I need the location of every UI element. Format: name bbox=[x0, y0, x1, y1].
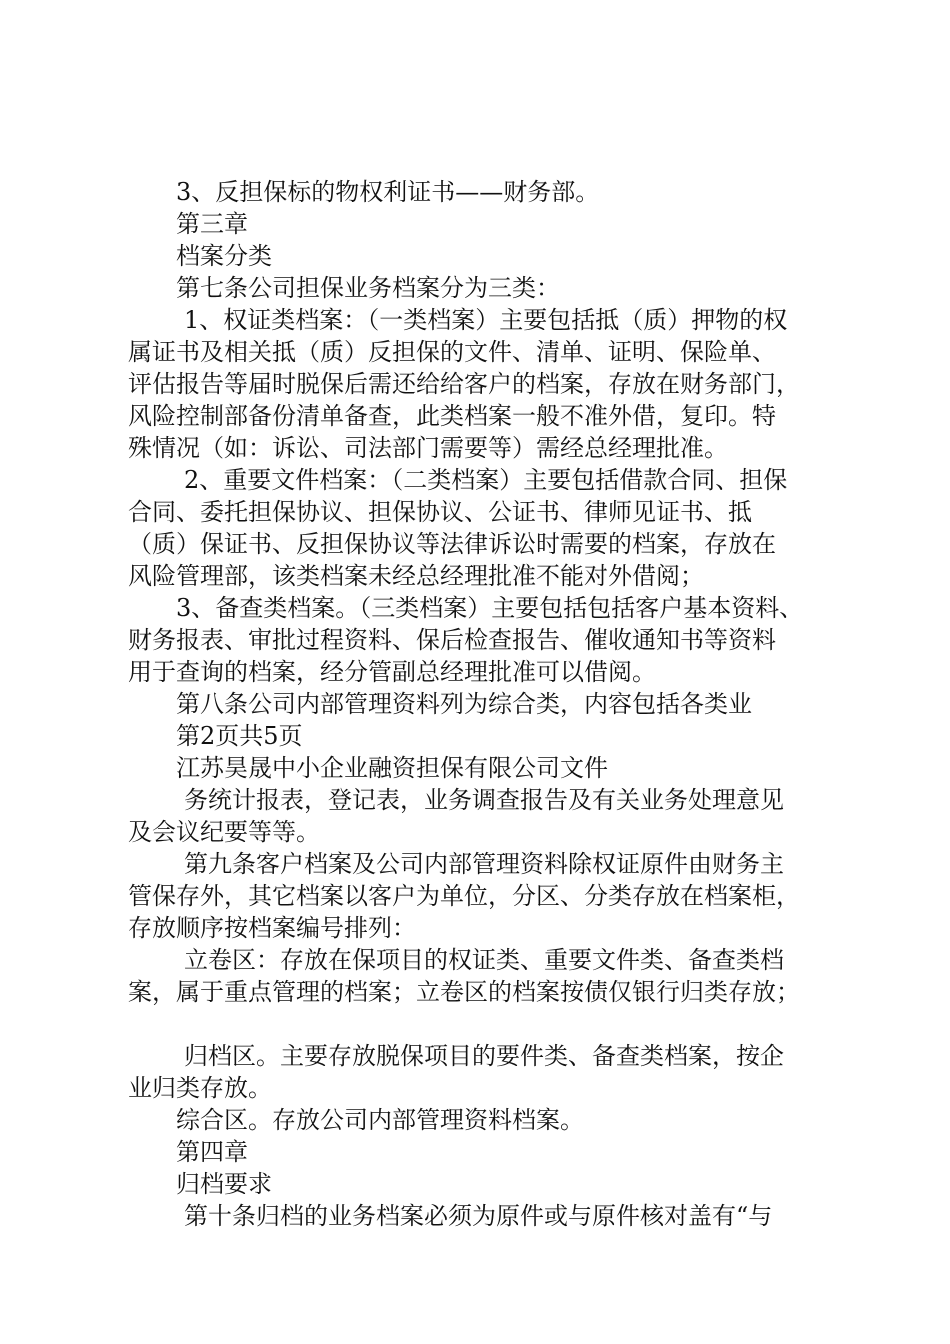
text-line: 务统计报表，登记表，业务调查报告及有关业务处理意见 bbox=[184, 786, 784, 814]
text-line: 用于查询的档案，经分管副总经理批准可以借阅。 bbox=[128, 658, 656, 686]
article-paragraph bbox=[128, 688, 838, 720]
list-paragraph bbox=[128, 304, 838, 464]
text-line: 档案分类 bbox=[176, 242, 272, 270]
article-paragraph bbox=[128, 1200, 838, 1232]
text-line: 属证书及相关抵（质）反担保的文件、清单、证明、保险单、 bbox=[128, 338, 776, 366]
blank-line bbox=[128, 1008, 838, 1040]
article-paragraph bbox=[128, 848, 838, 944]
document-body bbox=[128, 176, 838, 1232]
text-line: 第九条客户档案及公司内部管理资料除权证原件由财务主 bbox=[184, 850, 784, 878]
list-paragraph bbox=[128, 592, 838, 688]
chapter-title bbox=[128, 240, 838, 272]
article-paragraph bbox=[128, 272, 838, 304]
text-line: 立卷区：存放在保项目的权证类、重要文件类、备查类档 bbox=[184, 946, 784, 974]
page-header bbox=[128, 752, 838, 784]
text-line: 第四章 bbox=[176, 1138, 248, 1166]
text-line: 第七条公司担保业务档案分为三类： bbox=[176, 274, 560, 302]
list-paragraph bbox=[128, 464, 838, 592]
paragraph bbox=[128, 1104, 838, 1136]
text-line: 第十条归档的业务档案必须为原件或与原件核对盖有“与 bbox=[184, 1202, 773, 1230]
text-line: 3、备查类档案。（三类档案）主要包括包括客户基本资料、 bbox=[176, 594, 804, 622]
text-line: 3、反担保标的物权利证书——财务部。 bbox=[176, 178, 600, 206]
text-line: 存放顺序按档案编号排列： bbox=[128, 914, 416, 942]
text-line: 殊情况（如：诉讼、司法部门需要等）需经总经理批准。 bbox=[128, 434, 728, 462]
chapter-title bbox=[128, 1168, 838, 1200]
text-line: 2、重要文件档案：（二类档案）主要包括借款合同、担保 bbox=[184, 466, 788, 494]
text-line: 业归类存放。 bbox=[128, 1074, 272, 1102]
paragraph bbox=[128, 944, 838, 1008]
company-header: 江苏昊晟中小企业融资担保有限公司文件 bbox=[176, 754, 608, 782]
text-line: 合同、委托担保协议、担保协议、公证书、律师见证书、抵 bbox=[128, 498, 752, 526]
text-line: （质）保证书、反担保协议等法律诉讼时需要的档案，存放在 bbox=[128, 530, 776, 558]
paragraph bbox=[128, 784, 838, 848]
page-number: 第2页共5页 bbox=[176, 722, 303, 750]
text-line: 第八条公司内部管理资料列为综合类，内容包括各类业 bbox=[176, 690, 752, 718]
text-line: 归档区。主要存放脱保项目的要件类、备查类档案，按企 bbox=[184, 1042, 784, 1070]
chapter-heading bbox=[128, 1136, 838, 1168]
text-line: 风险控制部备份清单备查，此类档案一般不准外借，复印。特 bbox=[128, 402, 776, 430]
paragraph bbox=[128, 1040, 838, 1104]
text-line: 1、权证类档案：（一类档案）主要包括抵（质）押物的权 bbox=[184, 306, 788, 334]
text-line: 归档要求 bbox=[176, 1170, 272, 1198]
page-footer bbox=[128, 720, 838, 752]
text-line: 管保存外，其它档案以客户为单位，分区、分类存放在档案柜， bbox=[128, 882, 800, 910]
text-line: 风险管理部，该类档案未经总经理批准不能对外借阅； bbox=[128, 562, 704, 590]
text-line: 综合区。存放公司内部管理资料档案。 bbox=[176, 1106, 584, 1134]
text-line: 案，属于重点管理的档案；立卷区的档案按债仅银行归类存放； bbox=[128, 978, 800, 1006]
chapter-heading bbox=[128, 208, 838, 240]
text-line: 财务报表、审批过程资料、保后检查报告、催收通知书等资料 bbox=[128, 626, 776, 654]
text-line: 及会议纪要等等。 bbox=[128, 818, 320, 846]
text-line: 评估报告等届时脱保后需还给给客户的档案，存放在财务部门， bbox=[128, 370, 800, 398]
paragraph bbox=[128, 176, 838, 208]
text-line: 第三章 bbox=[176, 210, 248, 238]
